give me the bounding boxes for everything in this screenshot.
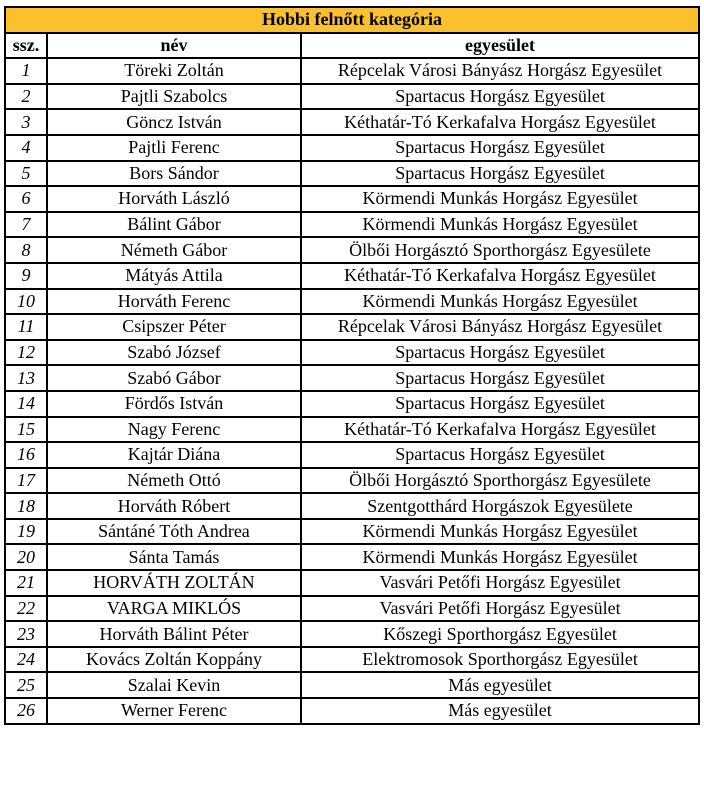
row-number: 18 [5, 493, 47, 519]
row-club: Kéthatár-Tó Kerkafalva Horgász Egyesület [301, 263, 699, 289]
table-row [5, 442, 699, 468]
row-name: Pajtli Ferenc [47, 135, 301, 161]
row-name: VARGA MIKLÓS [47, 596, 301, 622]
row-name: Fördős István [47, 391, 301, 417]
column-header-club: egyesület [301, 33, 699, 59]
table-row [5, 672, 699, 698]
row-name: Mátyás Attila [47, 263, 301, 289]
row-name: Horváth Bálint Péter [47, 621, 301, 647]
row-club: Kéthatár-Tó Kerkafalva Horgász Egyesület [301, 417, 699, 443]
row-number: 8 [5, 237, 47, 263]
table-row [5, 237, 699, 263]
row-club: Spartacus Horgász Egyesület [301, 84, 699, 110]
table-row [5, 596, 699, 622]
table-row [5, 647, 699, 673]
row-number: 20 [5, 544, 47, 570]
table-row [5, 135, 699, 161]
row-number: 10 [5, 289, 47, 315]
row-name: Sántáné Tóth Andrea [47, 519, 301, 545]
row-club: Spartacus Horgász Egyesület [301, 365, 699, 391]
row-name: Nagy Ferenc [47, 417, 301, 443]
row-number: 1 [5, 58, 47, 84]
row-club: Répcelak Városi Bányász Horgász Egyesület [301, 58, 699, 84]
row-name: Kajtár Diána [47, 442, 301, 468]
row-name: Szabó Gábor [47, 365, 301, 391]
row-club: Más egyesület [301, 672, 699, 698]
row-club: Körmendi Munkás Horgász Egyesület [301, 289, 699, 315]
row-number: 19 [5, 519, 47, 545]
table-row [5, 289, 699, 315]
row-number: 16 [5, 442, 47, 468]
row-club: Körmendi Munkás Horgász Egyesület [301, 186, 699, 212]
table-row [5, 314, 699, 340]
title-row [5, 7, 699, 33]
table-row [5, 365, 699, 391]
table-row [5, 340, 699, 366]
row-club: Spartacus Horgász Egyesület [301, 161, 699, 187]
column-header-name: név [47, 33, 301, 59]
table-row [5, 493, 699, 519]
table-row [5, 263, 699, 289]
row-number: 14 [5, 391, 47, 417]
table-row [5, 58, 699, 84]
row-number: 15 [5, 417, 47, 443]
row-number: 6 [5, 186, 47, 212]
row-number: 22 [5, 596, 47, 622]
row-number: 2 [5, 84, 47, 110]
row-name: Csipszer Péter [47, 314, 301, 340]
row-number: 11 [5, 314, 47, 340]
row-name: Szabó József [47, 340, 301, 366]
table-row [5, 519, 699, 545]
row-name: Németh Ottó [47, 468, 301, 494]
row-name: Horváth Róbert [47, 493, 301, 519]
row-name: Werner Ferenc [47, 698, 301, 724]
table-row [5, 417, 699, 443]
row-club: Ölbői Horgásztó Sporthorgász Egyesülete [301, 237, 699, 263]
row-club: Vasvári Petőfi Horgász Egyesület [301, 570, 699, 596]
table-row [5, 570, 699, 596]
table-row [5, 84, 699, 110]
row-club: Más egyesület [301, 698, 699, 724]
table-row [5, 391, 699, 417]
row-number: 21 [5, 570, 47, 596]
row-club: Körmendi Munkás Horgász Egyesület [301, 212, 699, 238]
row-name: Németh Gábor [47, 237, 301, 263]
row-club: Spartacus Horgász Egyesület [301, 135, 699, 161]
row-number: 5 [5, 161, 47, 187]
row-name: Bálint Gábor [47, 212, 301, 238]
row-club: Spartacus Horgász Egyesület [301, 340, 699, 366]
row-club: Spartacus Horgász Egyesület [301, 442, 699, 468]
row-name: Sánta Tamás [47, 544, 301, 570]
row-number: 7 [5, 212, 47, 238]
row-club: Körmendi Munkás Horgász Egyesület [301, 519, 699, 545]
row-number: 24 [5, 647, 47, 673]
header-row [5, 33, 699, 59]
row-club: Vasvári Petőfi Horgász Egyesület [301, 596, 699, 622]
row-number: 23 [5, 621, 47, 647]
row-name: Szalai Kevin [47, 672, 301, 698]
table-title: Hobbi felnőtt kategória [5, 7, 699, 33]
row-name: Kovács Zoltán Koppány [47, 647, 301, 673]
table-row [5, 544, 699, 570]
row-number: 3 [5, 109, 47, 135]
table-row [5, 161, 699, 187]
table-row [5, 186, 699, 212]
table-body [5, 58, 699, 723]
results-table [4, 6, 700, 725]
row-club: Kőszegi Sporthorgász Egyesület [301, 621, 699, 647]
table-row [5, 698, 699, 724]
row-name: Horváth László [47, 186, 301, 212]
column-header-number: ssz. [5, 33, 47, 59]
table-row [5, 468, 699, 494]
row-number: 17 [5, 468, 47, 494]
row-club: Szentgotthárd Horgászok Egyesülete [301, 493, 699, 519]
row-club: Elektromosok Sporthorgász Egyesület [301, 647, 699, 673]
table-row [5, 212, 699, 238]
table-row [5, 621, 699, 647]
row-number: 25 [5, 672, 47, 698]
table-row [5, 109, 699, 135]
row-name: Göncz István [47, 109, 301, 135]
row-club: Kéthatár-Tó Kerkafalva Horgász Egyesület [301, 109, 699, 135]
row-number: 9 [5, 263, 47, 289]
row-club: Spartacus Horgász Egyesület [301, 391, 699, 417]
row-club: Ölbői Horgásztó Sporthorgász Egyesülete [301, 468, 699, 494]
row-name: Horváth Ferenc [47, 289, 301, 315]
row-name: HORVÁTH ZOLTÁN [47, 570, 301, 596]
row-name: Pajtli Szabolcs [47, 84, 301, 110]
row-club: Répcelak Városi Bányász Horgász Egyesület [301, 314, 699, 340]
row-number: 12 [5, 340, 47, 366]
row-name: Bors Sándor [47, 161, 301, 187]
row-number: 13 [5, 365, 47, 391]
row-club: Körmendi Munkás Horgász Egyesület [301, 544, 699, 570]
row-name: Töreki Zoltán [47, 58, 301, 84]
row-number: 4 [5, 135, 47, 161]
row-number: 26 [5, 698, 47, 724]
